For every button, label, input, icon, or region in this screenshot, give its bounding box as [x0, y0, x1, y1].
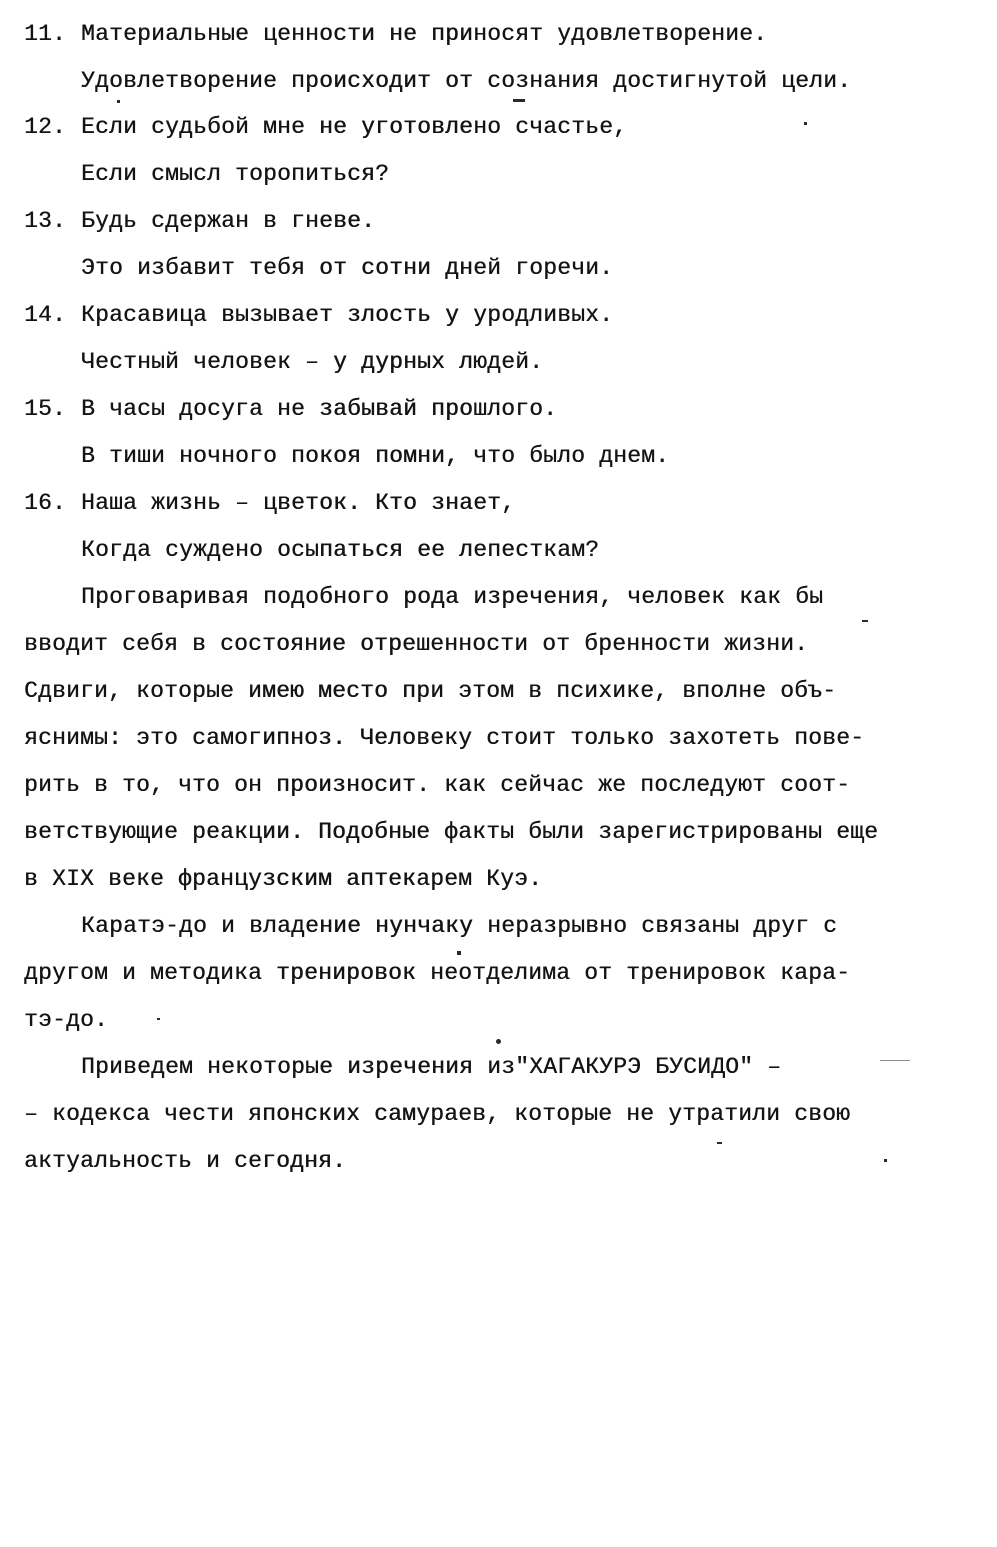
scan-speck: [513, 99, 525, 102]
aphorism-12-line-1: [24, 104, 627, 151]
paragraph-3-line-1: Приведем некоторые изречения из"ХАГАКУРЭ БУСИДО" –: [81, 1054, 782, 1080]
aphorism-number: 13.: [24, 208, 67, 234]
paragraph-2-line-1: Каратэ-до и владение нунчаку неразрывно связаны друг с: [81, 913, 838, 939]
aphorism-14-line-2: Честный человек – у дурных людей.: [81, 349, 544, 375]
paragraph-1-line-4: яснимы: это самогипноз. Человеку стоит только захотеть пове-: [24, 725, 865, 751]
aphorism-text: Красавица вызывает злость у уродливых.: [81, 302, 614, 328]
aphorism-number: 11.: [24, 21, 67, 47]
paragraph-2-line-3: тэ-до.: [24, 1007, 109, 1033]
paragraph-1-line-2: вводит себя в состояние отрешенности от бренности жизни.: [24, 631, 809, 657]
aphorism-16-line-2: Когда суждено осыпаться ее лепесткам?: [81, 537, 600, 563]
aphorism-number: 12.: [24, 114, 67, 140]
paragraph-1-line-7: в XIX веке французским аптекарем Куэ.: [24, 866, 543, 892]
aphorism-14-line-1: [24, 292, 613, 339]
paragraph-3-line-3: актуальность и сегодня.: [24, 1148, 347, 1174]
aphorism-11-line-2: Удовлетворение происходит от сознания достигнутой цели.: [81, 68, 852, 94]
scan-speck: [804, 122, 807, 125]
aphorism-number: 16.: [24, 490, 67, 516]
aphorism-number: 14.: [24, 302, 67, 328]
scan-speck: [496, 1039, 501, 1044]
aphorism-11-line-1: [24, 11, 767, 58]
scan-speck: [880, 1060, 910, 1061]
paragraph-1-line-5: рить в то, что он произносит. как сейчас же последуют соот-: [24, 772, 851, 798]
scan-speck: [862, 620, 868, 622]
aphorism-text: В часы досуга не забывай прошлого.: [81, 396, 558, 422]
aphorism-16-line-1: [24, 480, 515, 527]
scan-speck: [457, 951, 461, 955]
aphorism-number: 15.: [24, 396, 67, 422]
paragraph-2-line-2: другом и методика тренировок неотделима от тренировок кара-: [24, 960, 851, 986]
scan-speck: [117, 100, 120, 103]
aphorism-13-line-2: Это избавит тебя от сотни дней горечи.: [81, 255, 614, 281]
paragraph-1-line-3: Сдвиги, которые имею место при этом в психике, вполне объ-: [24, 678, 837, 704]
aphorism-text: Материальные ценности не приносят удовлетворение.: [81, 21, 768, 47]
aphorism-12-line-2: Если смысл торопиться?: [81, 161, 390, 187]
paragraph-1-line-1: Проговаривая подобного рода изречения, человек как бы: [81, 584, 824, 610]
aphorism-text: Наша жизнь – цветок. Кто знает,: [81, 490, 516, 516]
aphorism-15-line-2: В тиши ночного покоя помни, что было днем.: [81, 443, 670, 469]
paragraph-1-line-6: ветствующие реакции. Подобные факты были зарегистрированы еще: [24, 819, 879, 845]
aphorism-text: Если судьбой мне не уготовлено счастье,: [81, 114, 628, 140]
scan-speck: [717, 1142, 722, 1144]
aphorism-text: Будь сдержан в гневе.: [81, 208, 376, 234]
scan-speck: [157, 1018, 160, 1020]
aphorism-15-line-1: [24, 386, 557, 433]
scan-speck: [884, 1159, 887, 1162]
aphorism-13-line-1: [24, 198, 375, 245]
paragraph-3-line-2: – кодекса чести японских самураев, которые не утратили свою: [24, 1101, 851, 1127]
